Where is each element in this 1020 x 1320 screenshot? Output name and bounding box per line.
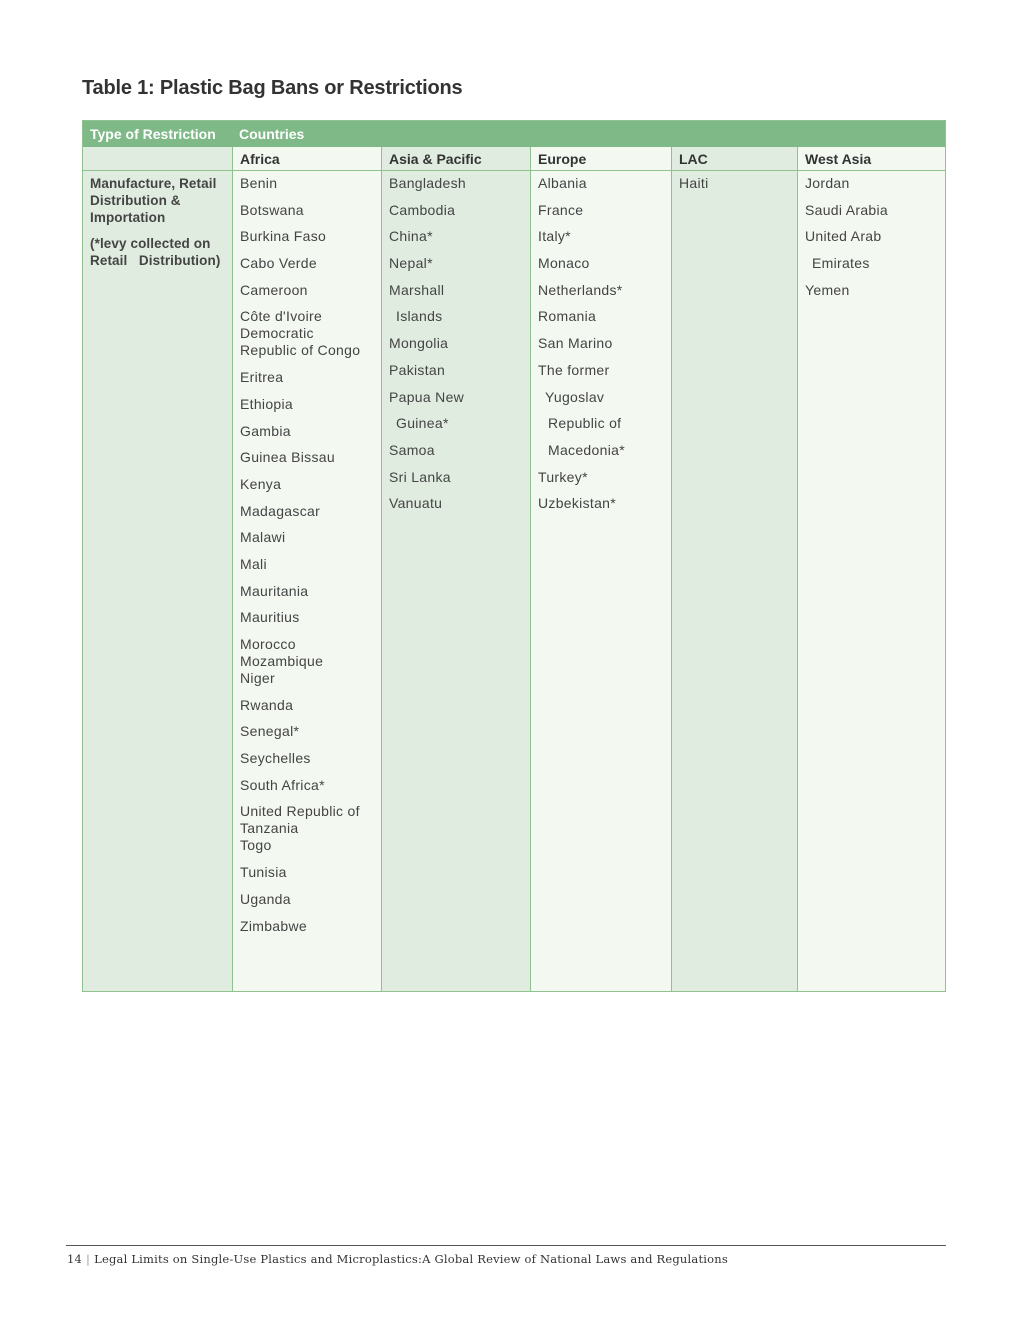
header-type-of-restriction: Type of Restriction	[83, 121, 232, 147]
country-item: Morocco Mozambique	[240, 636, 324, 669]
country-item: Islands	[396, 308, 443, 325]
country-item: Cameroon	[240, 281, 308, 298]
asia-pacific-country-list	[389, 175, 523, 522]
restriction-type: Manufacture, Retail Distribution & Importation	[90, 176, 217, 225]
country-item: Sri Lanka	[389, 468, 451, 485]
subheader-west-asia: West Asia	[797, 147, 945, 171]
country-item: United Arab	[805, 228, 882, 245]
country-item: Malawi	[240, 529, 286, 546]
subheader-africa: Africa	[232, 147, 381, 171]
country-item: Côte d'Ivoire Democratic	[240, 308, 323, 342]
header-countries: Countries	[232, 121, 945, 147]
country-item: Pakistan	[389, 361, 446, 378]
country-item: Cabo Verde	[240, 255, 317, 272]
country-item: Yemen	[805, 281, 850, 298]
country-item: South Africa*	[240, 776, 325, 793]
africa-country-list	[240, 175, 374, 944]
country-item: United Republic of Tanzania	[240, 803, 360, 837]
footer-separator: |	[86, 1252, 91, 1266]
africa-cell	[232, 171, 381, 991]
subheader-europe: Europe	[530, 147, 671, 171]
country-item: Botswana	[240, 201, 304, 218]
country-item: The former	[538, 361, 610, 378]
country-item: Kenya	[240, 475, 282, 492]
country-item: Benin	[240, 175, 278, 191]
country-item: Turkey*	[538, 468, 588, 485]
page-number: 14	[67, 1252, 83, 1266]
country-item: Zimbabwe	[240, 917, 307, 934]
europe-cell	[530, 171, 671, 991]
west-asia-cell	[797, 171, 945, 991]
country-item: Marshall	[389, 281, 445, 298]
subheader-lac: LAC	[671, 147, 797, 171]
country-item: Nepal*	[389, 255, 433, 272]
page-title: Table 1: Plastic Bag Bans or Restrictions	[82, 77, 463, 99]
lac-country-list	[679, 175, 790, 202]
country-item: Togo	[240, 837, 272, 854]
asia-pacific-cell	[381, 171, 530, 991]
subheader-blank	[83, 147, 232, 171]
country-item: Guinea Bissau	[240, 449, 335, 466]
country-item: Bangladesh	[389, 175, 466, 191]
country-item: Ethiopia	[240, 395, 293, 412]
country-item: Madagascar	[240, 502, 321, 519]
country-item: Senegal*	[240, 723, 300, 740]
lac-cell	[671, 171, 797, 991]
country-item: Republic of	[548, 415, 622, 432]
country-item: Macedonia*	[548, 441, 625, 458]
country-item: Haiti	[679, 175, 709, 191]
restriction-note: (*levy collected on Retail Distribution)	[90, 236, 221, 268]
country-item: Mongolia	[389, 335, 449, 352]
subheader-asia-pacific: Asia & Pacific	[381, 147, 530, 171]
country-item: Mauritania	[240, 582, 309, 599]
country-item: Guinea*	[396, 415, 449, 432]
restriction-type-cell	[83, 171, 232, 991]
country-item: San Marino	[538, 335, 613, 352]
country-item: Emirates	[812, 255, 870, 272]
country-item: France	[538, 201, 584, 218]
country-item: Tunisia	[240, 864, 287, 881]
country-item: Yugoslav	[545, 388, 605, 405]
country-item: Samoa	[389, 441, 435, 458]
country-item: Seychelles	[240, 750, 311, 767]
country-item: Papua New	[389, 388, 465, 405]
country-item: Republic of Congo	[240, 342, 361, 359]
country-item: Saudi Arabia	[805, 201, 888, 218]
restrictions-table	[82, 120, 946, 992]
page-footer	[67, 1252, 728, 1266]
country-item: Burkina Faso	[240, 228, 327, 245]
country-item: Monaco	[538, 255, 590, 272]
europe-country-list	[538, 175, 664, 522]
country-item: Mauritius	[240, 609, 300, 626]
country-item: Romania	[538, 308, 597, 325]
country-item: Gambia	[240, 422, 291, 439]
country-item: Uzbekistan*	[538, 495, 617, 512]
country-item: Mali	[240, 555, 267, 572]
country-item: Eritrea	[240, 369, 284, 386]
country-item: Cambodia	[389, 201, 456, 218]
footer-text: Legal Limits on Single-Use Plastics and Microplastics:A Global Review of National Laws and Regulations	[94, 1252, 728, 1266]
country-item: Niger	[240, 670, 275, 686]
west-asia-country-list	[805, 175, 938, 308]
country-item: Netherlands*	[538, 281, 623, 298]
country-item: China*	[389, 228, 433, 245]
country-item: Italy*	[538, 228, 571, 245]
country-item: Vanuatu	[389, 495, 443, 512]
country-item: Jordan	[805, 175, 850, 191]
footer-divider	[66, 1245, 946, 1246]
country-item: Albania	[538, 175, 587, 191]
country-item: Rwanda	[240, 696, 294, 713]
country-item: Uganda	[240, 890, 291, 907]
